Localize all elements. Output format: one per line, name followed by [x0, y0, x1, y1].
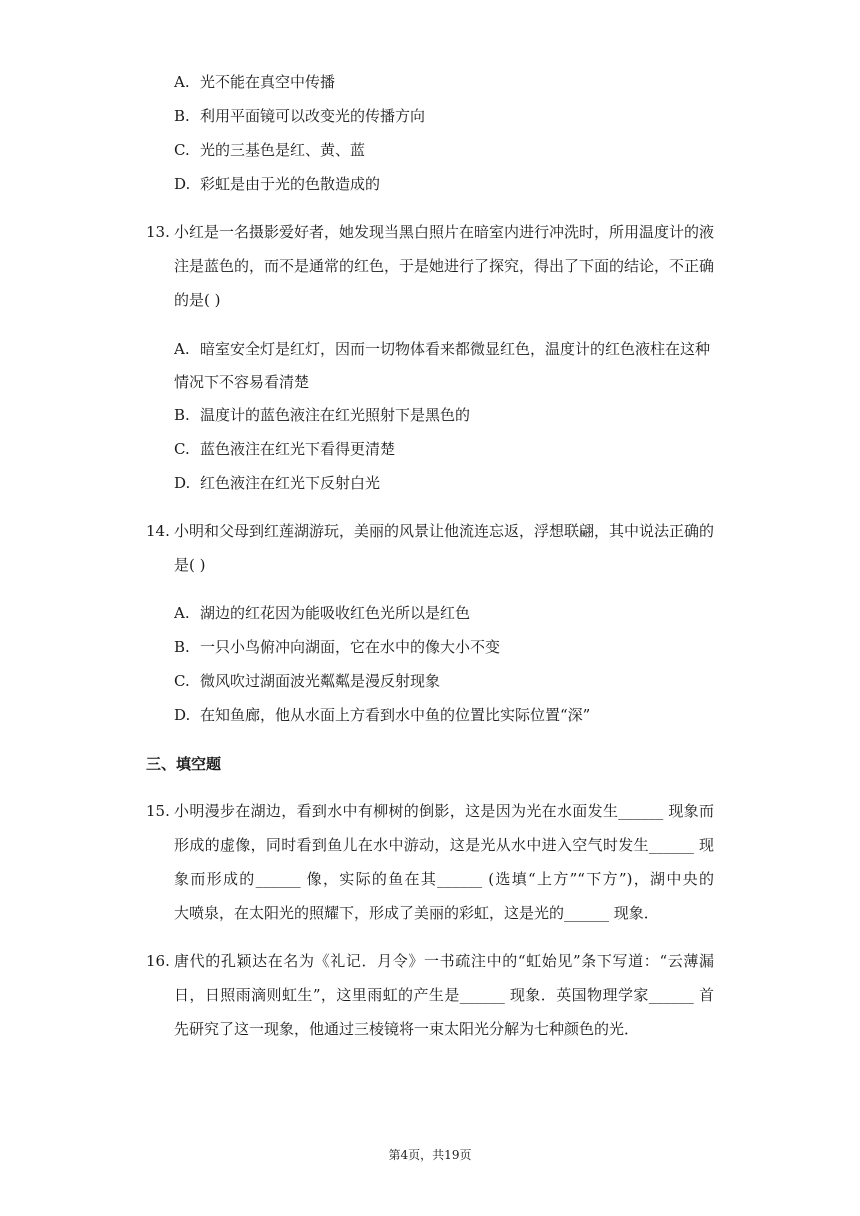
q14-line-2: 是( )	[174, 556, 206, 574]
q12-option-a	[174, 72, 335, 92]
option-text: 一只小鸟俯冲向湖面，它在水中的像大小不变	[200, 638, 501, 656]
option-letter: C.	[174, 672, 190, 690]
option-text: 在知鱼廊，他从水面上方看到水中鱼的位置比实际位置“深”	[200, 706, 591, 724]
option-text: 光的三基色是红、黄、蓝	[200, 141, 366, 159]
option-letter: B.	[174, 406, 190, 424]
option-letter: C.	[174, 440, 190, 458]
q14-line-1: 小明和父母到红莲湖游玩，美丽的风景让他流连忘返，浮想联翩，其中说法正确的	[174, 522, 715, 540]
q16-line-3: 先研究了这一现象，他通过三棱镜将一束太阳光分解为七种颜色的光．	[174, 1020, 640, 1038]
q15-line-1: 小明漫步在湖边，看到水中有柳树的倒影，这是因为光在水面发生______ 现象而	[174, 802, 714, 820]
q15-line-2: 形成的虚像，同时看到鱼儿在水中游动，这是光从水中进入空气时发生______ 现	[174, 836, 714, 854]
option-letter: A.	[174, 604, 190, 622]
q13-option-d	[174, 473, 380, 493]
option-letter: A.	[174, 73, 190, 91]
option-letter: D.	[174, 706, 191, 724]
q12-option-b	[174, 106, 425, 126]
q14-option-c	[174, 671, 440, 691]
option-letter: B.	[174, 107, 190, 125]
option-letter: A.	[174, 340, 190, 358]
q13-line-2: 注是蓝色的，而不是通常的红色，于是她进行了探究，得出了下面的结论，不正确	[174, 257, 715, 275]
q14-option-d	[174, 705, 590, 725]
option-letter: C.	[174, 141, 190, 159]
page-footer: 第4页，共19页	[388, 1148, 472, 1162]
q15-line-4: 大喷泉，在太阳光的照耀下，形成了美丽的彩虹，这是光的______ 现象．	[174, 904, 659, 922]
q13-option-a-continued: 情况下不容易看清楚	[174, 373, 310, 391]
q16-line-2: 日，日照雨滴则虹生”，这里雨虹的产生是______ 现象．英国物理学家______ 首	[174, 986, 714, 1004]
option-text: 蓝色液注在红光下看得更清楚	[200, 440, 396, 458]
section-heading: 三、填空题	[146, 755, 222, 773]
q15-line-3: 象而形成的______ 像，实际的鱼在其______ (选填“上方”“下方”)，湖中央的	[174, 870, 714, 888]
option-text: 光不能在真空中传播	[200, 73, 336, 91]
q13-line-3: 的是( )	[174, 291, 221, 309]
q13-option-b	[174, 405, 470, 425]
q13-option-a	[174, 339, 710, 359]
q12-option-c	[174, 140, 365, 160]
q15-number: 15.	[146, 802, 170, 820]
option-text: 湖边的红花因为能吸收红色光所以是红色	[200, 604, 471, 622]
option-text: 彩虹是由于光的色散造成的	[200, 175, 381, 193]
option-letter: D.	[174, 175, 191, 193]
q14-option-b	[174, 637, 500, 657]
q13-number: 13.	[146, 223, 170, 241]
q14-option-a	[174, 603, 470, 623]
q13-line-1: 小红是一名摄影爱好者，她发现当黑白照片在暗室内进行冲洗时，所用温度计的液	[174, 223, 715, 241]
q14-number: 14.	[146, 522, 170, 540]
option-text: 红色液注在红光下反射白光	[200, 474, 381, 492]
q16-number: 16.	[146, 952, 170, 970]
q13-option-c	[174, 439, 395, 459]
option-letter: D.	[174, 474, 191, 492]
q12-option-d	[174, 174, 380, 194]
option-text: 温度计的蓝色液注在红光照射下是黑色的	[200, 406, 471, 424]
option-text: 暗室安全灯是红灯，因而一切物体看来都微显红色，温度计的红色液柱在这种	[200, 340, 711, 358]
q16-line-1: 唐代的孔颖达在名为《礼记．月令》一书疏注中的“虹始见”条下写道：“云薄漏	[174, 952, 714, 970]
option-letter: B.	[174, 638, 190, 656]
option-text: 微风吹过湖面波光粼粼是漫反射现象	[200, 672, 441, 690]
option-text: 利用平面镜可以改变光的传播方向	[200, 107, 426, 125]
